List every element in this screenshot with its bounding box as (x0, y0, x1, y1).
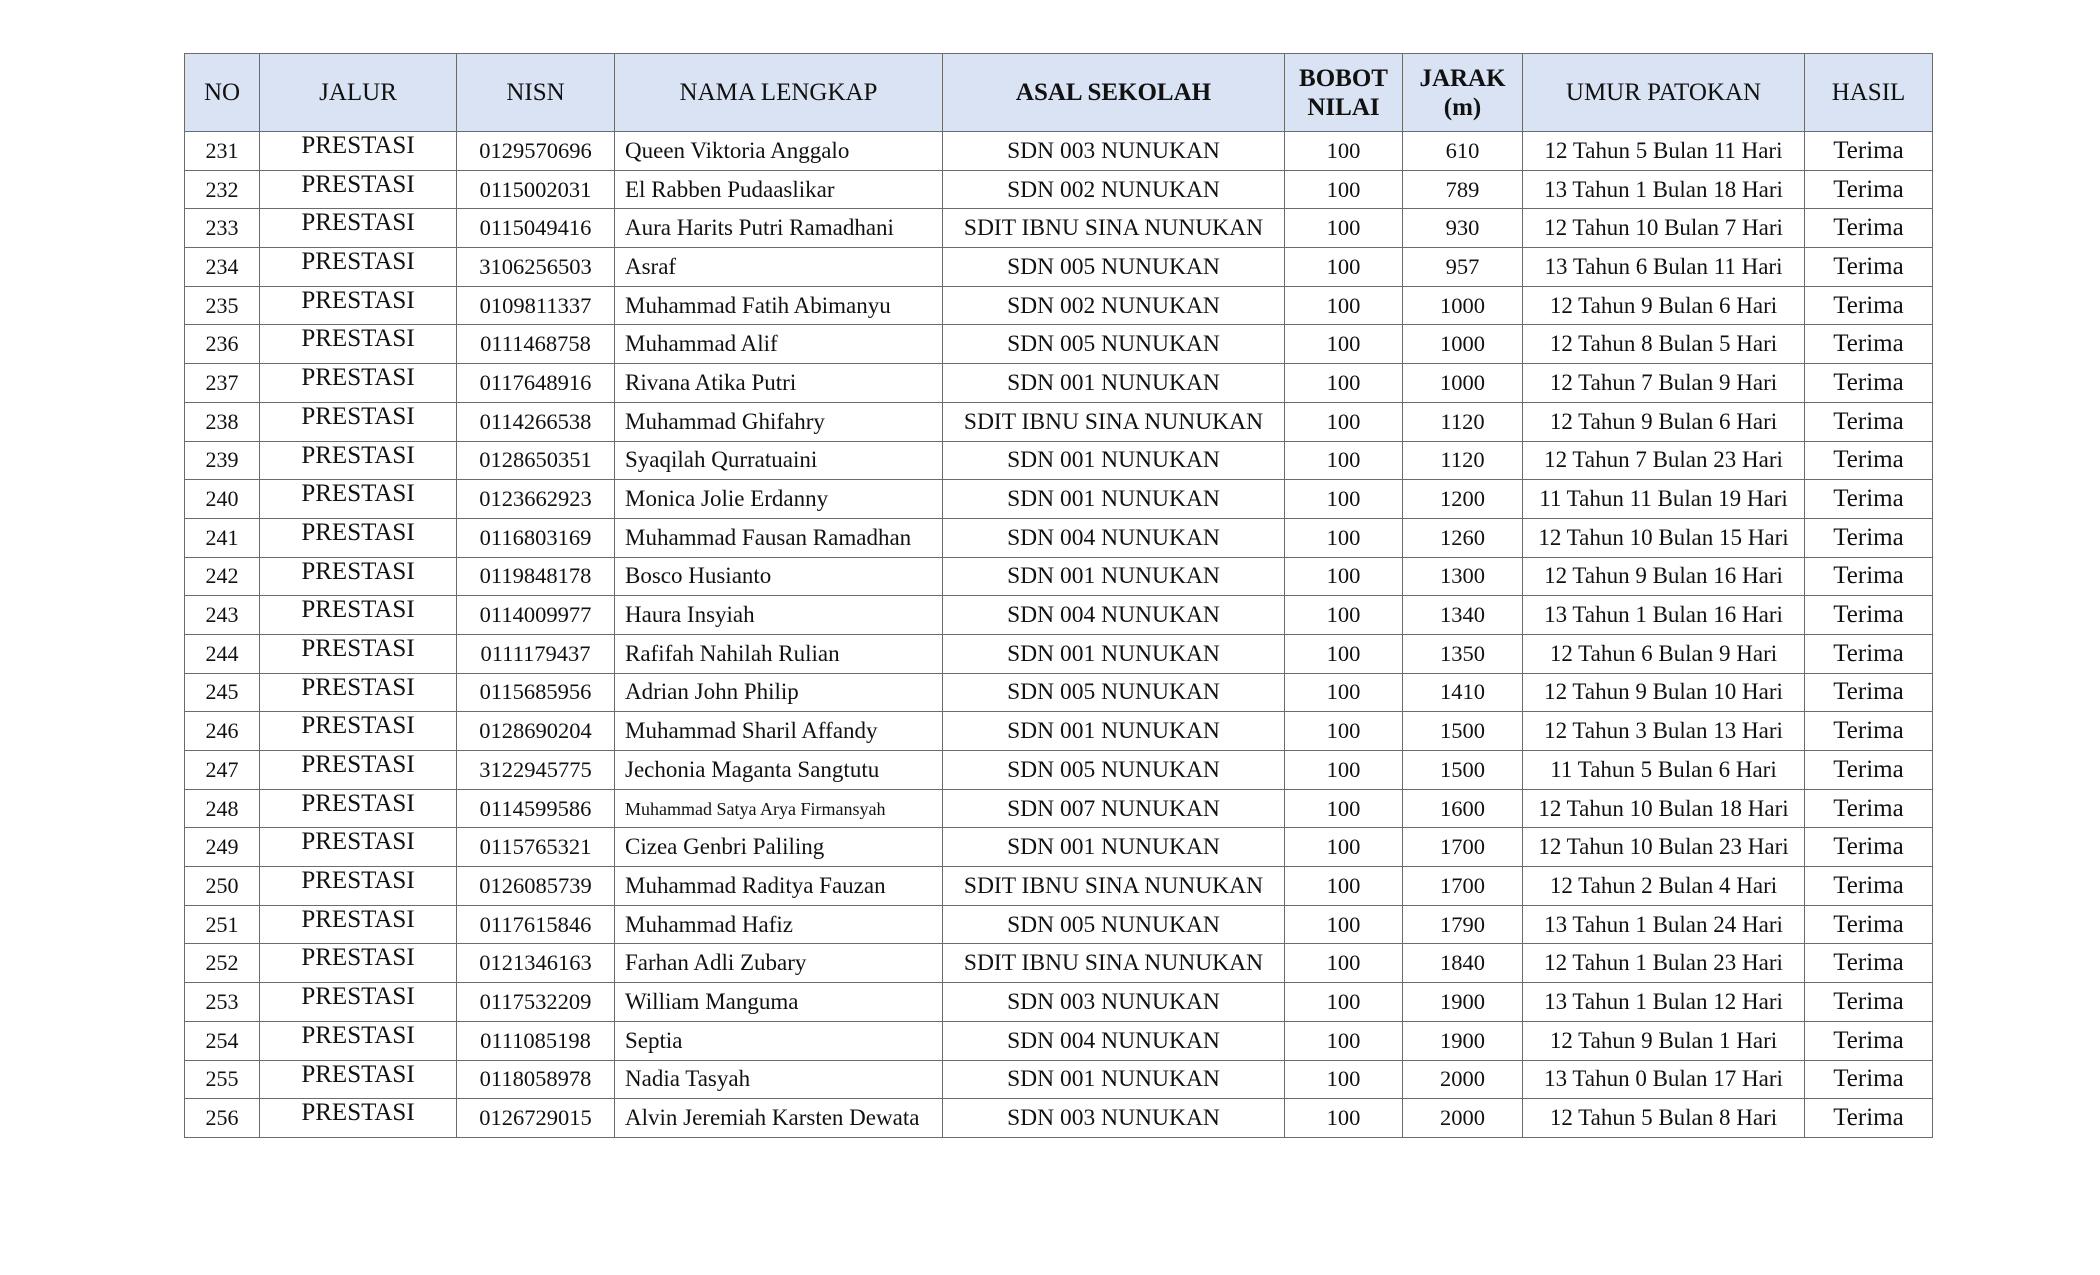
cell-nama-lengkap: Alvin Jeremiah Karsten Dewata (615, 1099, 943, 1138)
cell-asal-sekolah: SDN 005 NUNUKAN (943, 751, 1285, 790)
cell-hasil: Terima (1805, 867, 1933, 906)
cell-umur-patokan: 12 Tahun 10 Bulan 23 Hari (1523, 828, 1805, 867)
cell-jarak: 1900 (1403, 983, 1523, 1022)
table-row (185, 712, 1933, 751)
cell-asal-sekolah: SDN 003 NUNUKAN (943, 983, 1285, 1022)
cell-hasil: Terima (1805, 789, 1933, 828)
cell-jalur: PRESTASI (260, 480, 457, 519)
cell-jarak: 1200 (1403, 480, 1523, 519)
cell-nama-lengkap: Muhammad Ghifahry (615, 402, 943, 441)
cell-nama-lengkap: Muhammad Raditya Fauzan (615, 867, 943, 906)
cell-hasil: Terima (1805, 286, 1933, 325)
cell-hasil: Terima (1805, 673, 1933, 712)
cell-asal-sekolah: SDN 007 NUNUKAN (943, 789, 1285, 828)
cell-jarak: 1000 (1403, 364, 1523, 403)
cell-no: 247 (185, 751, 260, 790)
cell-bobot-nilai: 100 (1285, 751, 1403, 790)
cell-nama-lengkap: Jechonia Maganta Sangtutu (615, 751, 943, 790)
cell-no: 232 (185, 170, 260, 209)
cell-nisn: 0109811337 (457, 286, 615, 325)
cell-jarak: 610 (1403, 132, 1523, 171)
cell-bobot-nilai: 100 (1285, 789, 1403, 828)
cell-jarak: 1000 (1403, 325, 1523, 364)
cell-nama-lengkap: Haura Insyiah (615, 596, 943, 635)
cell-no: 246 (185, 712, 260, 751)
cell-jarak: 1120 (1403, 402, 1523, 441)
table-row (185, 248, 1933, 287)
table-row (185, 402, 1933, 441)
table-row (185, 905, 1933, 944)
cell-bobot-nilai: 100 (1285, 364, 1403, 403)
cell-bobot-nilai: 100 (1285, 867, 1403, 906)
cell-nama-lengkap: Cizea Genbri Paliling (615, 828, 943, 867)
cell-bobot-nilai: 100 (1285, 441, 1403, 480)
cell-umur-patokan: 12 Tahun 9 Bulan 6 Hari (1523, 402, 1805, 441)
cell-jarak: 1340 (1403, 596, 1523, 635)
cell-jarak: 1700 (1403, 828, 1523, 867)
header-bobot-line2: NILAI (1307, 93, 1380, 121)
cell-hasil: Terima (1805, 1021, 1933, 1060)
cell-jalur: PRESTASI (260, 789, 457, 828)
cell-no: 252 (185, 944, 260, 983)
cell-hasil: Terima (1805, 828, 1933, 867)
cell-jalur: PRESTASI (260, 673, 457, 712)
table-row (185, 170, 1933, 209)
cell-bobot-nilai: 100 (1285, 170, 1403, 209)
cell-jalur: PRESTASI (260, 1060, 457, 1099)
cell-hasil: Terima (1805, 905, 1933, 944)
cell-asal-sekolah: SDN 003 NUNUKAN (943, 132, 1285, 171)
cell-asal-sekolah: SDN 002 NUNUKAN (943, 286, 1285, 325)
table-row (185, 596, 1933, 635)
cell-nama-lengkap: Syaqilah Qurratuaini (615, 441, 943, 480)
cell-nama-lengkap: Nadia Tasyah (615, 1060, 943, 1099)
cell-no: 238 (185, 402, 260, 441)
cell-asal-sekolah: SDN 004 NUNUKAN (943, 596, 1285, 635)
cell-nisn: 0117532209 (457, 983, 615, 1022)
table-body (185, 132, 1933, 1138)
cell-bobot-nilai: 100 (1285, 402, 1403, 441)
cell-jarak: 1600 (1403, 789, 1523, 828)
table-row (185, 325, 1933, 364)
cell-bobot-nilai: 100 (1285, 712, 1403, 751)
table-row (185, 557, 1933, 596)
cell-jalur: PRESTASI (260, 1021, 457, 1060)
cell-umur-patokan: 11 Tahun 11 Bulan 19 Hari (1523, 480, 1805, 519)
cell-nama-lengkap: Muhammad Fatih Abimanyu (615, 286, 943, 325)
cell-umur-patokan: 12 Tahun 5 Bulan 11 Hari (1523, 132, 1805, 171)
cell-nisn: 0126085739 (457, 867, 615, 906)
cell-hasil: Terima (1805, 1060, 1933, 1099)
cell-bobot-nilai: 100 (1285, 325, 1403, 364)
cell-asal-sekolah: SDN 001 NUNUKAN (943, 441, 1285, 480)
cell-asal-sekolah: SDN 001 NUNUKAN (943, 1060, 1285, 1099)
table-row (185, 634, 1933, 673)
cell-jalur: PRESTASI (260, 364, 457, 403)
header-hasil: HASIL (1805, 54, 1933, 132)
cell-bobot-nilai: 100 (1285, 596, 1403, 635)
cell-nisn: 0129570696 (457, 132, 615, 171)
cell-bobot-nilai: 100 (1285, 905, 1403, 944)
cell-hasil: Terima (1805, 557, 1933, 596)
cell-nisn: 0114599586 (457, 789, 615, 828)
cell-umur-patokan: 12 Tahun 10 Bulan 18 Hari (1523, 789, 1805, 828)
cell-bobot-nilai: 100 (1285, 673, 1403, 712)
cell-jarak: 1410 (1403, 673, 1523, 712)
cell-asal-sekolah: SDIT IBNU SINA NUNUKAN (943, 209, 1285, 248)
cell-umur-patokan: 13 Tahun 0 Bulan 17 Hari (1523, 1060, 1805, 1099)
cell-jarak: 1300 (1403, 557, 1523, 596)
cell-umur-patokan: 12 Tahun 7 Bulan 9 Hari (1523, 364, 1805, 403)
cell-nama-lengkap: Aura Harits Putri Ramadhani (615, 209, 943, 248)
cell-jarak: 1900 (1403, 1021, 1523, 1060)
cell-umur-patokan: 12 Tahun 9 Bulan 16 Hari (1523, 557, 1805, 596)
cell-umur-patokan: 13 Tahun 1 Bulan 18 Hari (1523, 170, 1805, 209)
cell-no: 242 (185, 557, 260, 596)
cell-jarak: 1350 (1403, 634, 1523, 673)
cell-hasil: Terima (1805, 132, 1933, 171)
cell-nama-lengkap: Muhammad Satya Arya Firmansyah (615, 789, 943, 828)
cell-nisn: 0114009977 (457, 596, 615, 635)
cell-nisn: 3122945775 (457, 751, 615, 790)
cell-bobot-nilai: 100 (1285, 518, 1403, 557)
cell-nisn: 0128650351 (457, 441, 615, 480)
cell-nisn: 0111468758 (457, 325, 615, 364)
cell-umur-patokan: 12 Tahun 6 Bulan 9 Hari (1523, 634, 1805, 673)
cell-asal-sekolah: SDN 005 NUNUKAN (943, 248, 1285, 287)
cell-jarak: 1700 (1403, 867, 1523, 906)
cell-umur-patokan: 13 Tahun 1 Bulan 16 Hari (1523, 596, 1805, 635)
cell-jalur: PRESTASI (260, 325, 457, 364)
cell-nama-lengkap: Monica Jolie Erdanny (615, 480, 943, 519)
cell-umur-patokan: 12 Tahun 1 Bulan 23 Hari (1523, 944, 1805, 983)
cell-umur-patokan: 12 Tahun 5 Bulan 8 Hari (1523, 1099, 1805, 1138)
cell-nama-lengkap: Asraf (615, 248, 943, 287)
cell-nisn: 0118058978 (457, 1060, 615, 1099)
results-sheet (184, 53, 1933, 1138)
cell-no: 240 (185, 480, 260, 519)
cell-bobot-nilai: 100 (1285, 286, 1403, 325)
cell-nisn: 3106256503 (457, 248, 615, 287)
cell-jalur: PRESTASI (260, 170, 457, 209)
cell-jalur: PRESTASI (260, 518, 457, 557)
cell-bobot-nilai: 100 (1285, 1099, 1403, 1138)
table-row (185, 983, 1933, 1022)
cell-hasil: Terima (1805, 325, 1933, 364)
cell-umur-patokan: 12 Tahun 10 Bulan 7 Hari (1523, 209, 1805, 248)
cell-nama-lengkap: Adrian John Philip (615, 673, 943, 712)
cell-jalur: PRESTASI (260, 983, 457, 1022)
cell-jalur: PRESTASI (260, 286, 457, 325)
cell-hasil: Terima (1805, 634, 1933, 673)
header-bobot-nilai (1285, 54, 1403, 132)
header-asal-sekolah: ASAL SEKOLAH (943, 54, 1285, 132)
cell-jalur: PRESTASI (260, 712, 457, 751)
cell-bobot-nilai: 100 (1285, 828, 1403, 867)
cell-hasil: Terima (1805, 364, 1933, 403)
cell-nama-lengkap: El Rabben Pudaaslikar (615, 170, 943, 209)
cell-asal-sekolah: SDIT IBNU SINA NUNUKAN (943, 402, 1285, 441)
cell-asal-sekolah: SDN 001 NUNUKAN (943, 557, 1285, 596)
cell-umur-patokan: 12 Tahun 7 Bulan 23 Hari (1523, 441, 1805, 480)
cell-asal-sekolah: SDN 003 NUNUKAN (943, 1099, 1285, 1138)
cell-asal-sekolah: SDN 005 NUNUKAN (943, 905, 1285, 944)
table-row (185, 867, 1933, 906)
cell-hasil: Terima (1805, 441, 1933, 480)
cell-nama-lengkap: Farhan Adli Zubary (615, 944, 943, 983)
cell-jalur: PRESTASI (260, 944, 457, 983)
cell-hasil: Terima (1805, 209, 1933, 248)
cell-asal-sekolah: SDN 004 NUNUKAN (943, 518, 1285, 557)
header-row (185, 54, 1933, 132)
cell-umur-patokan: 12 Tahun 10 Bulan 15 Hari (1523, 518, 1805, 557)
cell-nama-lengkap: Septia (615, 1021, 943, 1060)
cell-jarak: 1000 (1403, 286, 1523, 325)
cell-hasil: Terima (1805, 983, 1933, 1022)
cell-no: 237 (185, 364, 260, 403)
cell-hasil: Terima (1805, 402, 1933, 441)
cell-no: 233 (185, 209, 260, 248)
header-bobot-nilai-text (1299, 64, 1388, 122)
cell-asal-sekolah: SDN 002 NUNUKAN (943, 170, 1285, 209)
cell-nama-lengkap: Muhammad Sharil Affandy (615, 712, 943, 751)
table-row (185, 286, 1933, 325)
table-row (185, 132, 1933, 171)
table-row (185, 209, 1933, 248)
cell-jalur: PRESTASI (260, 557, 457, 596)
cell-hasil: Terima (1805, 170, 1933, 209)
cell-nisn: 0119848178 (457, 557, 615, 596)
cell-nama-lengkap: Rivana Atika Putri (615, 364, 943, 403)
cell-no: 253 (185, 983, 260, 1022)
cell-nisn: 0117648916 (457, 364, 615, 403)
cell-bobot-nilai: 100 (1285, 944, 1403, 983)
cell-jalur: PRESTASI (260, 132, 457, 171)
table-row (185, 751, 1933, 790)
cell-bobot-nilai: 100 (1285, 132, 1403, 171)
cell-nisn: 0115002031 (457, 170, 615, 209)
cell-jarak: 930 (1403, 209, 1523, 248)
cell-jalur: PRESTASI (260, 248, 457, 287)
cell-bobot-nilai: 100 (1285, 983, 1403, 1022)
cell-no: 243 (185, 596, 260, 635)
cell-umur-patokan: 12 Tahun 9 Bulan 1 Hari (1523, 1021, 1805, 1060)
cell-nisn: 0111179437 (457, 634, 615, 673)
table-row (185, 441, 1933, 480)
cell-jalur: PRESTASI (260, 751, 457, 790)
cell-asal-sekolah: SDN 005 NUNUKAN (943, 325, 1285, 364)
cell-nisn: 0114266538 (457, 402, 615, 441)
cell-nisn: 0128690204 (457, 712, 615, 751)
cell-jarak: 1260 (1403, 518, 1523, 557)
cell-jalur: PRESTASI (260, 634, 457, 673)
cell-umur-patokan: 13 Tahun 1 Bulan 24 Hari (1523, 905, 1805, 944)
cell-nisn: 0116803169 (457, 518, 615, 557)
cell-jalur: PRESTASI (260, 402, 457, 441)
cell-bobot-nilai: 100 (1285, 557, 1403, 596)
header-jalur: JALUR (260, 54, 457, 132)
cell-no: 249 (185, 828, 260, 867)
cell-bobot-nilai: 100 (1285, 480, 1403, 519)
cell-asal-sekolah: SDN 004 NUNUKAN (943, 1021, 1285, 1060)
cell-hasil: Terima (1805, 944, 1933, 983)
cell-jalur: PRESTASI (260, 441, 457, 480)
header-jarak-line1: JARAK (1419, 64, 1506, 92)
cell-asal-sekolah: SDIT IBNU SINA NUNUKAN (943, 867, 1285, 906)
cell-nisn: 0117615846 (457, 905, 615, 944)
header-jarak-text (1419, 64, 1505, 122)
cell-bobot-nilai: 100 (1285, 634, 1403, 673)
cell-nisn: 0121346163 (457, 944, 615, 983)
cell-nisn: 0115685956 (457, 673, 615, 712)
cell-no: 248 (185, 789, 260, 828)
cell-no: 234 (185, 248, 260, 287)
cell-asal-sekolah: SDN 001 NUNUKAN (943, 364, 1285, 403)
table-row (185, 789, 1933, 828)
cell-asal-sekolah: SDIT IBNU SINA NUNUKAN (943, 944, 1285, 983)
cell-jarak: 1120 (1403, 441, 1523, 480)
header-nisn: NISN (457, 54, 615, 132)
cell-jarak: 2000 (1403, 1060, 1523, 1099)
table-row (185, 944, 1933, 983)
cell-jarak: 1840 (1403, 944, 1523, 983)
table-row (185, 1099, 1933, 1138)
cell-nama-lengkap: Muhammad Alif (615, 325, 943, 364)
cell-umur-patokan: 12 Tahun 3 Bulan 13 Hari (1523, 712, 1805, 751)
cell-umur-patokan: 11 Tahun 5 Bulan 6 Hari (1523, 751, 1805, 790)
cell-hasil: Terima (1805, 518, 1933, 557)
cell-no: 245 (185, 673, 260, 712)
cell-nisn: 0111085198 (457, 1021, 615, 1060)
cell-no: 251 (185, 905, 260, 944)
cell-nisn: 0115765321 (457, 828, 615, 867)
cell-asal-sekolah: SDN 001 NUNUKAN (943, 712, 1285, 751)
cell-jalur: PRESTASI (260, 209, 457, 248)
cell-asal-sekolah: SDN 005 NUNUKAN (943, 673, 1285, 712)
cell-nama-lengkap: William Manguma (615, 983, 943, 1022)
cell-asal-sekolah: SDN 001 NUNUKAN (943, 480, 1285, 519)
table-row (185, 364, 1933, 403)
cell-jalur: PRESTASI (260, 905, 457, 944)
cell-jalur: PRESTASI (260, 828, 457, 867)
cell-nama-lengkap: Muhammad Fausan Ramadhan (615, 518, 943, 557)
cell-no: 235 (185, 286, 260, 325)
cell-bobot-nilai: 100 (1285, 1060, 1403, 1099)
cell-asal-sekolah: SDN 001 NUNUKAN (943, 828, 1285, 867)
cell-no: 236 (185, 325, 260, 364)
header-bobot-line1: BOBOT (1299, 64, 1388, 92)
header-jarak-line2: (m) (1443, 93, 1482, 121)
cell-jarak: 957 (1403, 248, 1523, 287)
cell-nama-lengkap: Rafifah Nahilah Rulian (615, 634, 943, 673)
cell-jarak: 1500 (1403, 751, 1523, 790)
cell-umur-patokan: 13 Tahun 6 Bulan 11 Hari (1523, 248, 1805, 287)
cell-jalur: PRESTASI (260, 1099, 457, 1138)
cell-nama-lengkap: Muhammad Hafiz (615, 905, 943, 944)
cell-hasil: Terima (1805, 248, 1933, 287)
cell-nisn: 0126729015 (457, 1099, 615, 1138)
cell-bobot-nilai: 100 (1285, 248, 1403, 287)
table-row (185, 518, 1933, 557)
cell-umur-patokan: 12 Tahun 2 Bulan 4 Hari (1523, 867, 1805, 906)
cell-jalur: PRESTASI (260, 596, 457, 635)
cell-umur-patokan: 12 Tahun 8 Bulan 5 Hari (1523, 325, 1805, 364)
cell-jalur: PRESTASI (260, 867, 457, 906)
cell-nama-lengkap: Bosco Husianto (615, 557, 943, 596)
cell-hasil: Terima (1805, 712, 1933, 751)
cell-hasil: Terima (1805, 751, 1933, 790)
header-nama-lengkap: NAMA LENGKAP (615, 54, 943, 132)
cell-hasil: Terima (1805, 480, 1933, 519)
cell-jarak: 1790 (1403, 905, 1523, 944)
table-row (185, 673, 1933, 712)
cell-umur-patokan: 12 Tahun 9 Bulan 6 Hari (1523, 286, 1805, 325)
header-jarak (1403, 54, 1523, 132)
cell-no: 244 (185, 634, 260, 673)
table-row (185, 1021, 1933, 1060)
cell-no: 250 (185, 867, 260, 906)
cell-hasil: Terima (1805, 1099, 1933, 1138)
table-row (185, 1060, 1933, 1099)
cell-nisn: 0115049416 (457, 209, 615, 248)
table-row (185, 480, 1933, 519)
cell-jarak: 789 (1403, 170, 1523, 209)
cell-no: 255 (185, 1060, 260, 1099)
cell-jarak: 2000 (1403, 1099, 1523, 1138)
header-umur-patokan: UMUR PATOKAN (1523, 54, 1805, 132)
table-row (185, 828, 1933, 867)
cell-jarak: 1500 (1403, 712, 1523, 751)
cell-nama-lengkap: Queen Viktoria Anggalo (615, 132, 943, 171)
cell-umur-patokan: 13 Tahun 1 Bulan 12 Hari (1523, 983, 1805, 1022)
cell-bobot-nilai: 100 (1285, 1021, 1403, 1060)
table-header (185, 54, 1933, 132)
cell-nisn: 0123662923 (457, 480, 615, 519)
cell-asal-sekolah: SDN 001 NUNUKAN (943, 634, 1285, 673)
cell-no: 254 (185, 1021, 260, 1060)
cell-no: 231 (185, 132, 260, 171)
results-table (184, 53, 1933, 1138)
cell-no: 239 (185, 441, 260, 480)
header-no: NO (185, 54, 260, 132)
cell-no: 256 (185, 1099, 260, 1138)
cell-bobot-nilai: 100 (1285, 209, 1403, 248)
cell-hasil: Terima (1805, 596, 1933, 635)
cell-umur-patokan: 12 Tahun 9 Bulan 10 Hari (1523, 673, 1805, 712)
cell-no: 241 (185, 518, 260, 557)
